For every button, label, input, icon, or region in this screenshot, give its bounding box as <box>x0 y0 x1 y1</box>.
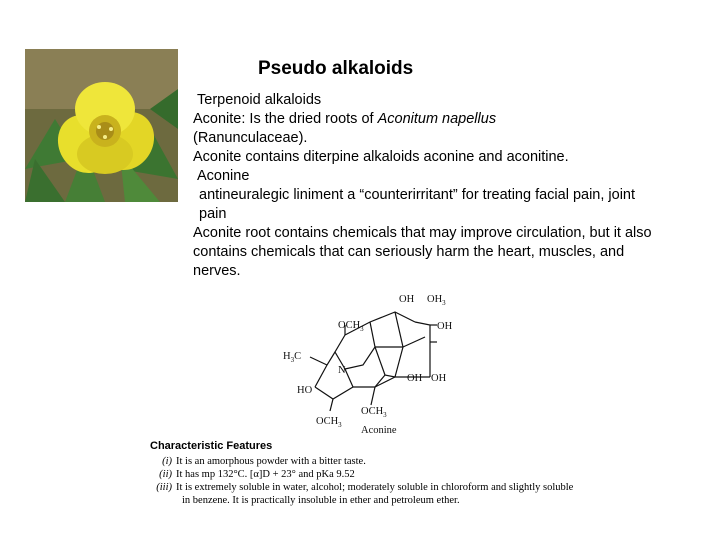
label-och3-left-base: OCH <box>316 416 339 427</box>
label-oh3 <box>427 294 446 307</box>
label-och3-top <box>338 320 364 333</box>
label-och3-bottom-sub: 3 <box>383 411 387 419</box>
feature-text: It has mp 132°C. [α]D + 23° and pKa 9.52 <box>176 469 355 480</box>
body-line-root: Aconite root contains chemicals that may improve circulation, but it also contains chemicals that can seriously harm the heart, muscles, and nerves. <box>193 225 652 279</box>
body-line-family: (Ranunculaceae). <box>193 130 308 146</box>
feature-item <box>150 455 600 468</box>
feature-item <box>150 481 600 494</box>
species-name: Aconitum napellus <box>377 111 497 127</box>
feature-number: (ii) <box>159 469 172 480</box>
aconine-structure-diagram <box>275 287 475 437</box>
label-oh-b2: OH <box>431 373 447 384</box>
feature-item <box>150 468 600 481</box>
label-h3c-h: H <box>283 351 291 362</box>
label-oh3-base: OH <box>427 294 443 305</box>
body-line-liniment: antineuralegic liniment a “counterirritant” for treating facial pain, joint pain <box>199 187 636 222</box>
body-line-contains: Aconite contains diterpine alkaloids aconine and aconitine. <box>193 149 569 165</box>
label-h3c-c: C <box>294 351 302 362</box>
feature-continuation: in benzene. It is practically insoluble in ether and petroleum ether. <box>182 495 460 506</box>
label-oh-top: OH <box>399 294 415 305</box>
label-ho: HO <box>297 385 313 396</box>
feature-number: (i) <box>162 456 172 467</box>
label-h3c-sub: 3 <box>290 356 295 364</box>
slide-body <box>193 91 663 281</box>
label-oh-b1: OH <box>407 373 423 384</box>
slide-title: Pseudo alkaloids <box>258 58 414 79</box>
body-line-aconite-def <box>193 110 663 129</box>
label-och3-top-base: OCH <box>338 320 361 331</box>
feature-text: It is an amorphous powder with a bitter taste. <box>176 456 366 467</box>
body-line-aconine: Aconine <box>197 168 250 184</box>
label-och3-left <box>316 416 342 429</box>
label-oh-right: OH <box>437 321 453 332</box>
label-compound-name: Aconine <box>361 425 397 436</box>
characteristic-features <box>150 440 600 507</box>
label-och3-bottom <box>361 406 387 419</box>
feature-number: (iii) <box>156 482 172 493</box>
feature-text: It is extremely soluble in water, alcohol; moderately soluble in chloroform and slightly soluble <box>176 482 574 493</box>
label-oh3-sub: 3 <box>442 299 446 307</box>
label-och3-bottom-base: OCH <box>361 406 384 417</box>
label-n: N <box>338 365 346 376</box>
aconite-def-text: Aconite: Is the dried roots of <box>193 111 378 127</box>
label-och3-top-sub: 3 <box>360 325 364 333</box>
label-och3-left-sub: 3 <box>338 421 342 429</box>
body-line-terpenoid: Terpenoid alkaloids <box>197 92 322 108</box>
features-heading: Characteristic Features <box>150 440 273 452</box>
flower-photo <box>25 49 178 202</box>
label-h3c <box>283 351 301 364</box>
